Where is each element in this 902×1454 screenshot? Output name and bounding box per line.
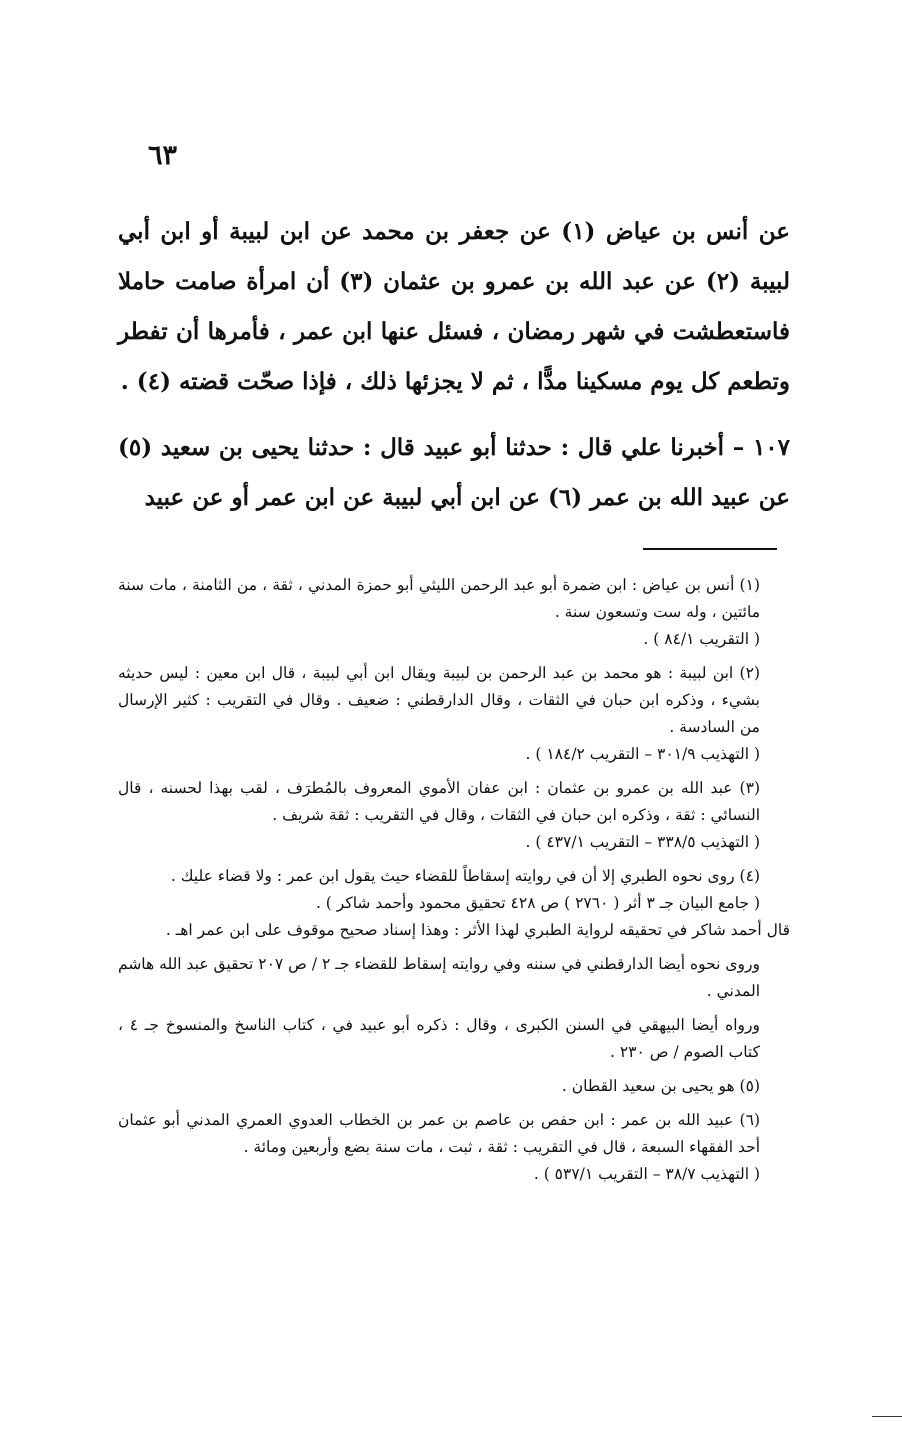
footnote-separator	[643, 548, 777, 550]
footnotes	[118, 572, 790, 1188]
footnote-note: قال أحمد شاكر في تحقيقه لرواية الطبري لهذا الأثر : وهذا إسناد صحيح موقوف على ابن عمر اهـ .	[165, 921, 790, 939]
hadith-107-paragraph: ١٠٧ – أخبرنا علي قال : حدثنا أبو عبيد قال : حدثنا يحيى بن سعيد (٥) عن عبيد الله بن عمر (٦) عن ابن أبي لبيبة عن ابن عمر أو عن عبيد	[118, 434, 790, 511]
main-text	[118, 207, 790, 523]
page-number: ٦٣	[148, 140, 178, 171]
footnote-5	[118, 1073, 790, 1100]
footnote-text: (٤) روى نحوه الطبري إلا أن في روايته إسقاطاً للقضاء حيث يقول ابن عمر : ولا قضاء عليك .	[170, 867, 760, 885]
footnote-1	[118, 572, 790, 653]
footnote-note: ورواه أيضا البيهقي في السنن الكبرى ، وقال : ذكره أبو عبيد في ، كتاب الناسخ والمنسوخ جـ ٤ ، كتاب الصوم / ص ٢٣٠ .	[118, 1016, 760, 1061]
main-paragraph: عن أنس بن عياض (١) عن جعفر بن محمد عن ابن لبيبة أو ابن أبي لبيبة (٢) عن عبد الله بن عمرو بن عثمان (٣) أن امرأة صامت حاملا فاستعطشت في شهر رمضان ، فسئل عنها ابن عمر ، فأمرها أن تفطر وتطعم كل يوم مسكينا مدًّا ، ثم لا يجزئها ذلك ، فإذا صحّت قضته (٤) .	[118, 218, 790, 395]
footnote-2	[118, 660, 790, 768]
footnote-6	[118, 1107, 790, 1188]
footnote-note: وروى نحوه أيضا الدارقطني في سننه وفي روايته إسقاط للقضاء جـ ٢ / ص ٢٠٧ تحقيق عبد الله هاشم المدني .	[118, 955, 760, 1000]
footnote-reference: ( جامع البيان جـ ٣ أثر ( ٢٧٦٠ ) ص ٤٢٨ تحقيق محمود وأحمد شاكر ) .	[315, 894, 760, 912]
footnote-text: (٦) عبيد الله بن عمر : ابن حفص بن عاصم بن عمر بن الخطاب العدوي العمري المدني أبو عثمان أحد الفقهاء السبعة ، قال في التقريب : ثقة ، ثبت ، مات سنة بضع وأربعين ومائة .	[118, 1111, 760, 1156]
footnote-4-continued	[118, 951, 790, 1005]
footnote-reference: ( التهذيب ٣٠١/٩ – التقريب ١٨٤/٢ ) .	[525, 745, 760, 763]
bottom-edge-mark	[872, 1416, 902, 1417]
footnote-text: (١) أنس بن عياض : ابن ضمرة أبو عبد الرحمن الليثي أبو حمزة المدني ، ثقة ، من الثامنة ، مات سنة مائتين ، وله ست وتسعون سنة .	[118, 576, 760, 621]
footnote-text: (٣) عبد الله بن عمرو بن عثمان : ابن عفان الأموي المعروف بالمُطرَف ، لقب بهذا لحسنه ، قال النسائي : ثقة ، وذكره ابن حبان في الثقات ، وقال في التقريب : ثقة شريف .	[118, 779, 760, 824]
footnote-text: (٢) ابن لبيبة : هو محمد بن عبد الرحمن بن لبيبة ويقال ابن أبي لبيبة ، قال ابن معين : ليس حديثه بشيء ، وذكره ابن حبان في الثقات ، وقال الدارقطني : ضعيف . وقال في التقريب : كثير الإرسال من السادسة .	[118, 664, 760, 736]
footnote-reference: ( التهذيب ٣٨/٧ – التقريب ٥٣٧/١ ) .	[533, 1165, 760, 1183]
footnote-4	[118, 863, 790, 944]
footnote-3	[118, 775, 790, 856]
footnote-reference: ( التقريب ٨٤/١ ) .	[643, 630, 760, 648]
footnote-reference: ( التهذيب ٣٣٨/٥ – التقريب ٤٣٧/١ ) .	[525, 833, 760, 851]
footnote-text: (٥) هو يحيى بن سعيد القطان .	[561, 1077, 760, 1095]
footnote-4-continued	[118, 1012, 790, 1066]
